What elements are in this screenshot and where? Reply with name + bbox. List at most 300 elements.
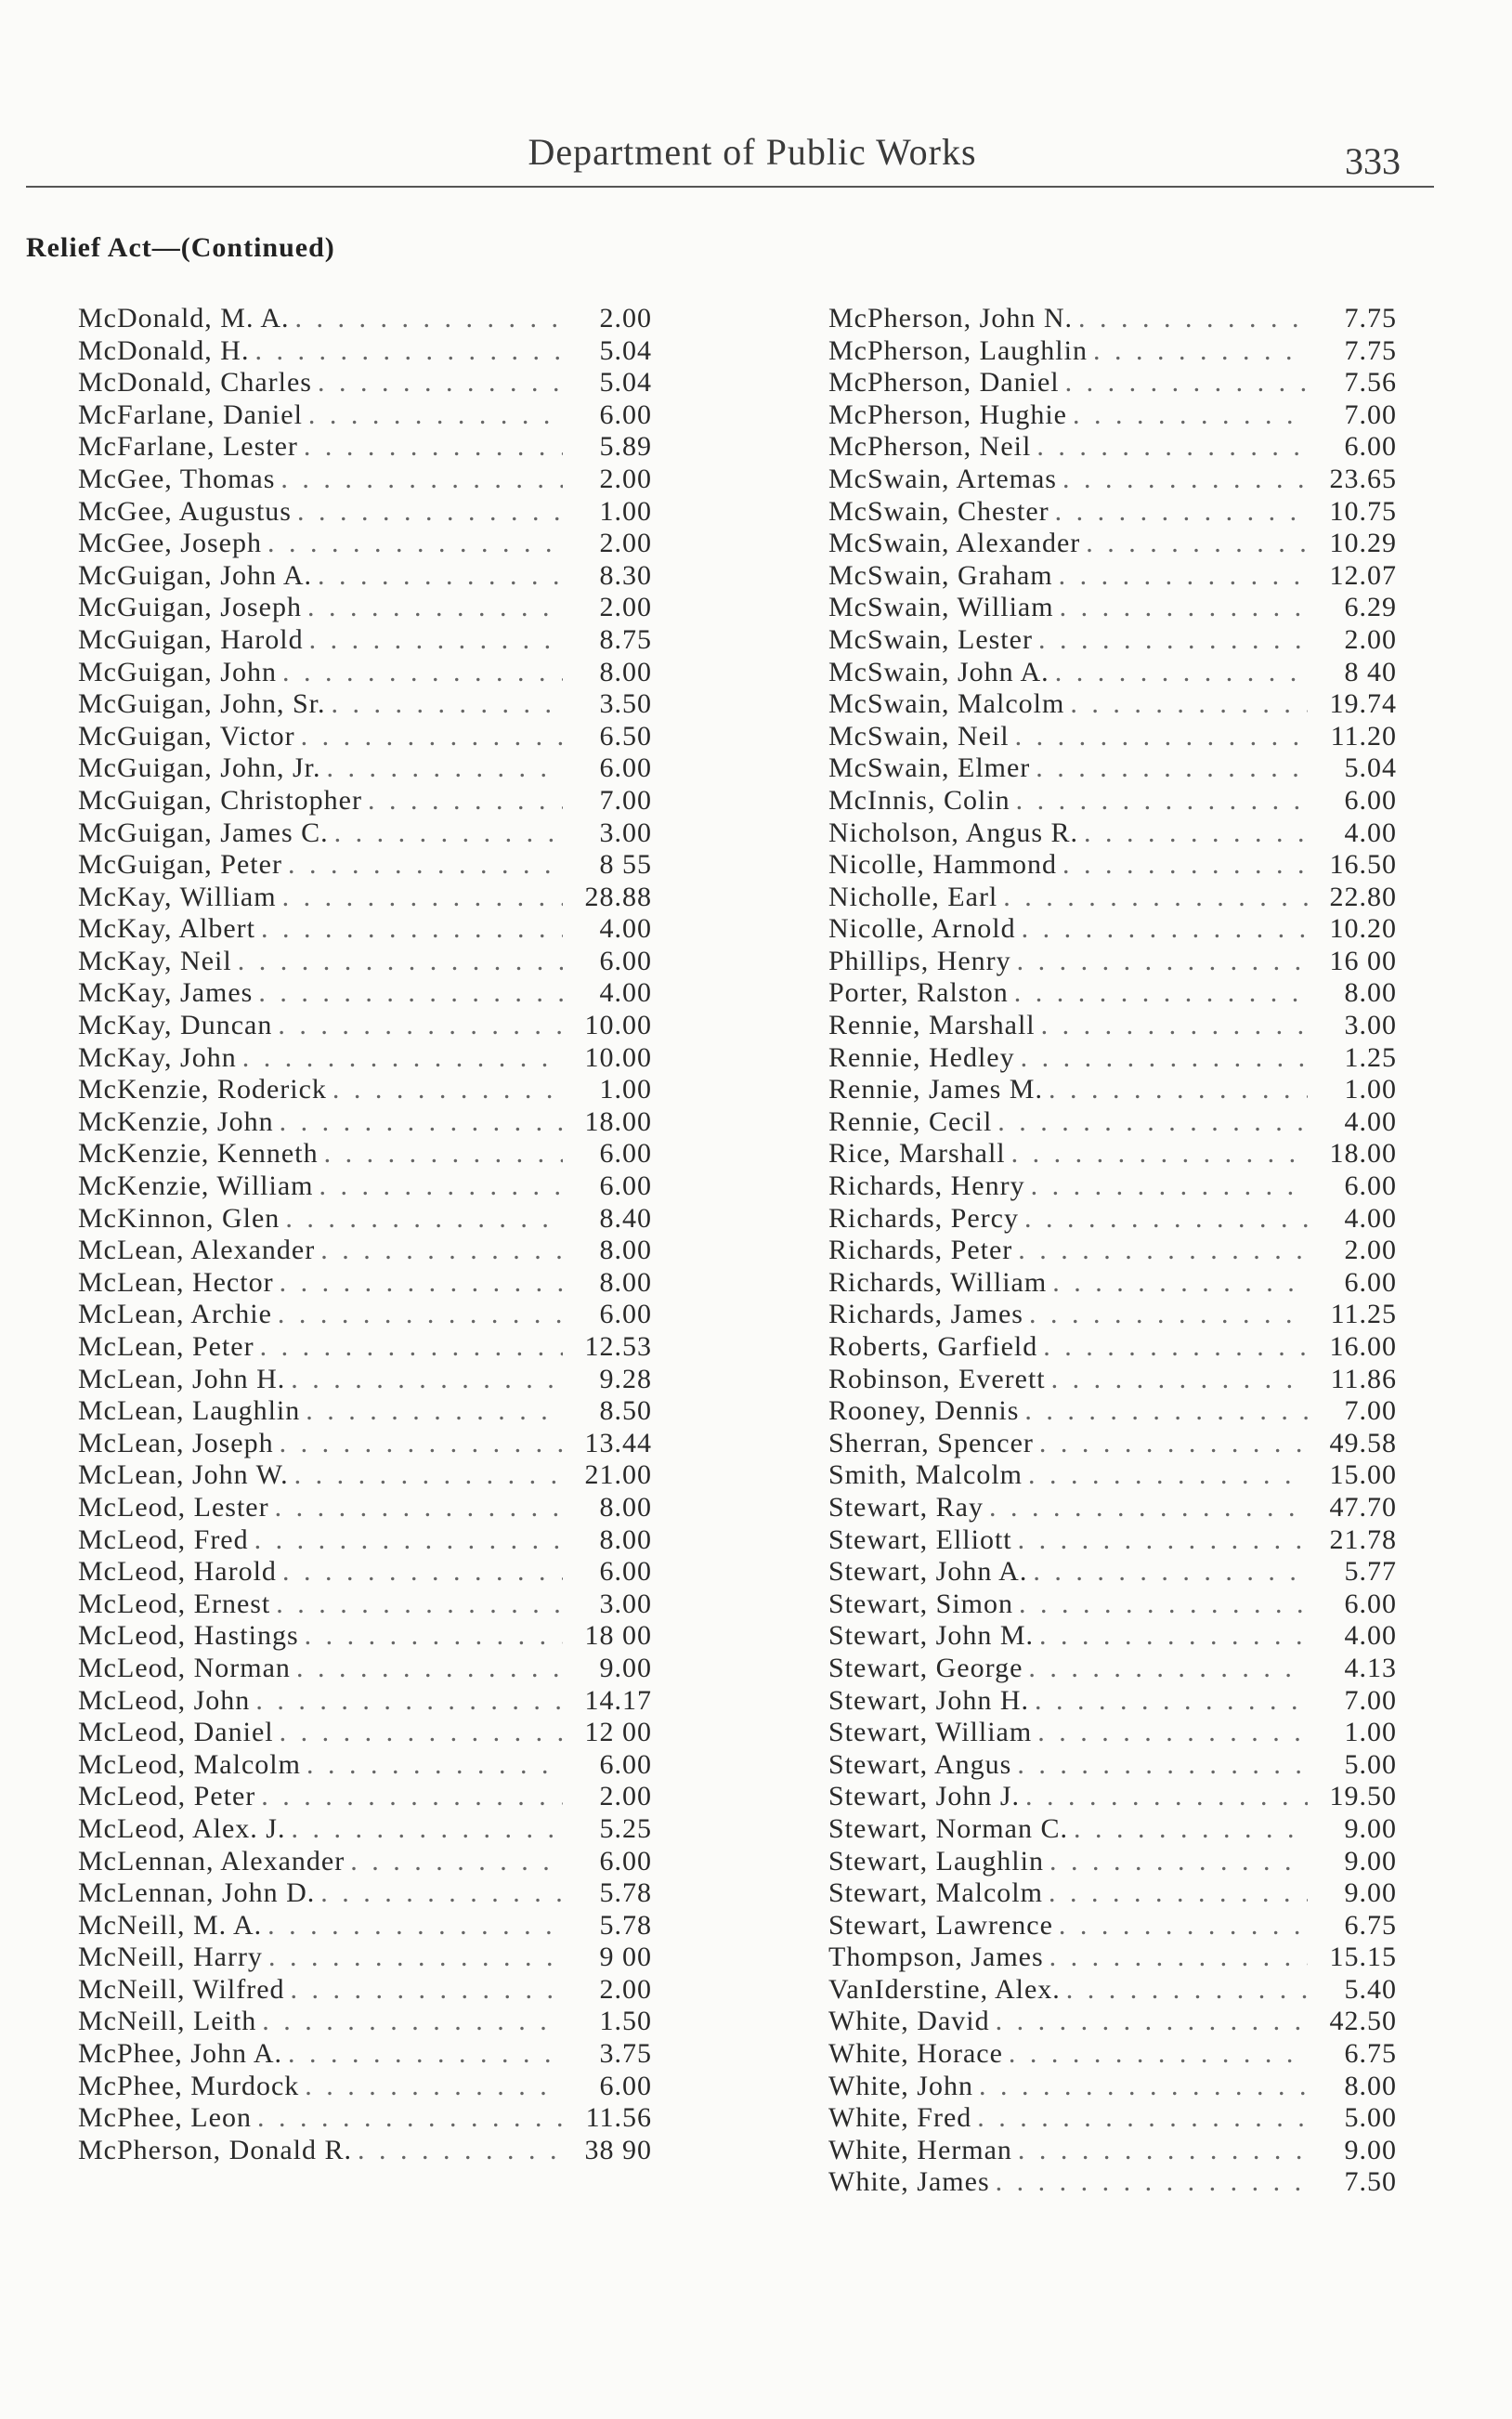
payee-name: McNeill, M. A. bbox=[78, 1909, 263, 1941]
dot-leader bbox=[1012, 1524, 1308, 1557]
list-item bbox=[828, 1813, 1397, 1846]
list-item bbox=[828, 1749, 1397, 1782]
dot-leader bbox=[301, 1749, 563, 1782]
list-item bbox=[828, 1717, 1397, 1749]
payment-amount: 12.07 bbox=[1329, 559, 1397, 591]
payee-name: McSwain, Chester bbox=[828, 495, 1049, 527]
payee-name: McPhee, Leon bbox=[78, 2102, 252, 2134]
payee-name: McPherson, Laughlin bbox=[828, 334, 1088, 366]
payment-amount: 6.00 bbox=[599, 1299, 652, 1330]
payment-amount: 6.00 bbox=[599, 399, 652, 430]
payee-name: Thompson, James bbox=[828, 1942, 1044, 1973]
dot-leader bbox=[1046, 1364, 1308, 1396]
payee-name: Stewart, John A. bbox=[828, 1556, 1028, 1588]
payee-name: McPherson, Neil bbox=[828, 431, 1032, 463]
dot-leader bbox=[990, 2166, 1308, 2199]
list-item bbox=[78, 1717, 652, 1749]
dot-leader bbox=[277, 882, 563, 914]
dot-leader bbox=[1032, 1717, 1308, 1749]
dot-leader bbox=[1049, 657, 1308, 689]
list-item bbox=[78, 367, 652, 399]
dot-leader bbox=[1061, 1974, 1308, 2007]
payment-amount: 13.44 bbox=[584, 1427, 652, 1458]
dot-leader bbox=[1047, 1267, 1308, 1300]
payment-amount: 21.00 bbox=[584, 1459, 652, 1491]
list-item bbox=[828, 882, 1397, 914]
payment-amount: 6.00 bbox=[1344, 1170, 1397, 1202]
payment-amount: 16.00 bbox=[1329, 1331, 1397, 1362]
list-item bbox=[78, 1974, 652, 2007]
dot-leader bbox=[1053, 560, 1308, 593]
dot-leader bbox=[274, 1428, 563, 1460]
payment-amount: 11.86 bbox=[1330, 1363, 1397, 1394]
payment-amount: 2.00 bbox=[599, 463, 652, 494]
list-item bbox=[828, 1974, 1397, 2007]
list-item bbox=[828, 1781, 1397, 1813]
payee-name: Stewart, Malcolm bbox=[828, 1877, 1043, 1909]
list-item bbox=[78, 2071, 652, 2103]
payment-amount: 5.04 bbox=[599, 367, 652, 399]
payment-amount: 4.00 bbox=[1344, 817, 1397, 848]
list-item bbox=[828, 1942, 1397, 1974]
payment-amount: 6.00 bbox=[1344, 1588, 1397, 1619]
list-item bbox=[828, 1267, 1397, 1300]
list-item bbox=[78, 1846, 652, 1878]
payee-name: White, Fred bbox=[828, 2102, 972, 2134]
dot-leader bbox=[1010, 785, 1308, 817]
list-item bbox=[78, 464, 652, 496]
payee-name: Rice, Marshall bbox=[828, 1138, 1006, 1170]
list-item bbox=[828, 688, 1397, 721]
payment-amount: 1.00 bbox=[599, 495, 652, 527]
dot-leader bbox=[1080, 528, 1308, 560]
payment-amount: 16.50 bbox=[1329, 849, 1397, 881]
payment-amount: 3.75 bbox=[599, 2038, 652, 2070]
list-item bbox=[78, 399, 652, 432]
list-item bbox=[78, 1010, 652, 1042]
payee-name: McLean, Joseph bbox=[78, 1427, 274, 1458]
dot-leader bbox=[1011, 1749, 1308, 1782]
payment-amount: 8.00 bbox=[1344, 2070, 1397, 2101]
dot-leader bbox=[263, 1942, 563, 1974]
payment-amount: 3.00 bbox=[599, 1588, 652, 1619]
list-item bbox=[828, 592, 1397, 624]
list-item bbox=[78, 1074, 652, 1106]
payee-name: McLeod, Malcolm bbox=[78, 1748, 301, 1780]
dot-leader bbox=[997, 882, 1308, 914]
dot-leader bbox=[292, 496, 563, 529]
list-item bbox=[828, 913, 1397, 946]
payment-amount: 6.75 bbox=[1344, 1909, 1397, 1941]
payment-amount: 7.75 bbox=[1344, 303, 1397, 333]
list-item bbox=[828, 1910, 1397, 1942]
payee-name: McGee, Augustus bbox=[78, 495, 292, 527]
payee-name: Stewart, Ray bbox=[828, 1491, 984, 1523]
list-item bbox=[828, 431, 1397, 464]
dot-leader bbox=[277, 657, 563, 689]
payment-amount: 42.50 bbox=[1329, 2006, 1397, 2037]
payee-name: McInnis, Colin bbox=[828, 784, 1010, 816]
list-item bbox=[78, 1524, 652, 1557]
payee-name: McPherson, Daniel bbox=[828, 367, 1060, 399]
payment-amount: 5.77 bbox=[1344, 1556, 1397, 1588]
payment-amount: 10.20 bbox=[1329, 913, 1397, 945]
dot-leader bbox=[1034, 1620, 1308, 1653]
list-item bbox=[78, 528, 652, 560]
payee-name: Roberts, Garfield bbox=[828, 1331, 1038, 1362]
payment-amount: 8.00 bbox=[599, 1235, 652, 1266]
payee-name: McKinnon, Glen bbox=[78, 1202, 280, 1234]
payee-name: McLean, John H. bbox=[78, 1363, 286, 1394]
list-item bbox=[78, 1299, 652, 1331]
dot-leader bbox=[1023, 1299, 1308, 1331]
dot-leader bbox=[299, 1620, 563, 1653]
dot-leader bbox=[256, 2006, 563, 2038]
list-item bbox=[828, 977, 1397, 1010]
payee-name: McGuigan, Victor bbox=[78, 720, 295, 752]
list-item bbox=[828, 2006, 1397, 2038]
dot-leader bbox=[299, 2071, 563, 2103]
dot-leader bbox=[1067, 399, 1308, 432]
payment-amount: 5.78 bbox=[599, 1909, 652, 1941]
payee-name: Rennie, Hedley bbox=[828, 1041, 1015, 1073]
dot-leader bbox=[1019, 1395, 1308, 1428]
dot-leader bbox=[327, 1074, 563, 1106]
list-item bbox=[828, 785, 1397, 817]
dot-leader bbox=[321, 752, 564, 785]
payee-name: McSwain, Elmer bbox=[828, 752, 1031, 784]
list-item bbox=[78, 1428, 652, 1460]
list-item bbox=[828, 1524, 1397, 1557]
payee-name: Nicholson, Angus R. bbox=[828, 817, 1079, 848]
payee-name: McKay, James bbox=[78, 977, 254, 1009]
list-item bbox=[78, 1459, 652, 1492]
list-item bbox=[828, 1331, 1397, 1364]
payment-amount: 1.00 bbox=[599, 1074, 652, 1105]
dot-leader bbox=[1033, 624, 1308, 657]
payee-name: McKay, William bbox=[78, 881, 277, 912]
dot-leader bbox=[272, 1010, 563, 1042]
payee-name: McPherson, Donald R. bbox=[78, 2134, 352, 2165]
dot-leader bbox=[1031, 431, 1308, 464]
payment-amount: 21.78 bbox=[1329, 1523, 1397, 1555]
payee-name: McLeod, Hastings bbox=[78, 1620, 299, 1652]
dot-leader bbox=[973, 2071, 1308, 2103]
payee-name: McFarlane, Lester bbox=[78, 431, 298, 463]
payment-amount: 2.00 bbox=[1344, 1235, 1397, 1266]
payee-name: Stewart, Lawrence bbox=[828, 1909, 1053, 1941]
payment-amount: 7.00 bbox=[1344, 1395, 1397, 1427]
dot-leader bbox=[1010, 721, 1308, 753]
payee-name: McLean, Peter bbox=[78, 1331, 254, 1362]
list-item bbox=[828, 335, 1397, 368]
payment-amount: 10.00 bbox=[584, 1041, 652, 1073]
payee-name: McGuigan, Peter bbox=[78, 849, 282, 881]
dot-leader bbox=[1057, 464, 1308, 496]
payee-name: McPhee, Murdock bbox=[78, 2070, 300, 2101]
dot-leader bbox=[1016, 913, 1308, 946]
dot-leader bbox=[1012, 2135, 1308, 2167]
payee-name: Stewart, John H. bbox=[828, 1684, 1029, 1716]
list-item bbox=[828, 1106, 1397, 1139]
payee-name: McLeod, Norman bbox=[78, 1652, 291, 1683]
list-item bbox=[828, 1074, 1397, 1106]
list-item bbox=[828, 2135, 1397, 2167]
payee-name: McKenzie, William bbox=[78, 1170, 314, 1202]
payment-amount: 2.00 bbox=[1344, 623, 1397, 655]
payment-amount: 4.00 bbox=[1344, 1105, 1397, 1137]
list-item bbox=[78, 1106, 652, 1139]
list-item bbox=[828, 849, 1397, 882]
dot-leader bbox=[262, 1910, 563, 1942]
list-item bbox=[828, 1492, 1397, 1524]
dot-leader bbox=[1057, 849, 1308, 882]
list-item bbox=[78, 2135, 652, 2167]
dot-leader bbox=[303, 399, 563, 432]
list-item bbox=[78, 1813, 652, 1846]
payment-amount: 7.00 bbox=[599, 784, 652, 816]
list-item bbox=[78, 1331, 652, 1364]
payee-name: Stewart, George bbox=[828, 1652, 1023, 1683]
dot-leader bbox=[285, 1974, 563, 2007]
payment-amount: 2.00 bbox=[599, 303, 652, 333]
payee-name: McLeod, Fred bbox=[78, 1523, 249, 1555]
payee-name: White, David bbox=[828, 2006, 990, 2037]
payment-amount: 22.80 bbox=[1329, 881, 1397, 912]
dot-leader bbox=[315, 1877, 563, 1910]
payee-name: McGuigan, John, Jr. bbox=[78, 752, 321, 784]
payment-amount: 8.75 bbox=[599, 623, 652, 655]
payment-amount: 9.00 bbox=[1344, 1877, 1397, 1909]
list-item bbox=[78, 882, 652, 914]
payee-name: McKay, Duncan bbox=[78, 1010, 273, 1041]
list-item bbox=[828, 1620, 1397, 1653]
payment-amount: 5.78 bbox=[599, 1877, 652, 1909]
payment-amount: 6.29 bbox=[1344, 592, 1397, 623]
payment-amount: 2.00 bbox=[599, 1781, 652, 1812]
dot-leader bbox=[1025, 1170, 1308, 1203]
payment-amount: 7.75 bbox=[1344, 334, 1397, 366]
list-item bbox=[78, 752, 652, 785]
dot-leader bbox=[295, 721, 563, 753]
payment-amount: 3.50 bbox=[599, 688, 652, 720]
list-item bbox=[78, 496, 652, 529]
dot-leader bbox=[249, 335, 563, 368]
list-item bbox=[78, 335, 652, 368]
dot-leader bbox=[269, 1492, 563, 1524]
payee-name: McLean, Laughlin bbox=[78, 1395, 301, 1427]
dot-leader bbox=[1054, 592, 1308, 624]
dot-leader bbox=[270, 1589, 563, 1621]
dot-leader bbox=[280, 1203, 563, 1236]
list-item bbox=[828, 2102, 1397, 2135]
payment-amount: 10.29 bbox=[1329, 528, 1397, 559]
payee-name: McKay, Albert bbox=[78, 913, 256, 945]
dot-leader bbox=[250, 1685, 563, 1718]
payment-amount: 6.00 bbox=[599, 1170, 652, 1202]
list-item bbox=[828, 2071, 1397, 2103]
payment-amount: 9.00 bbox=[1344, 1845, 1397, 1876]
dot-leader bbox=[362, 785, 563, 817]
payee-name: White, John bbox=[828, 2070, 973, 2101]
dot-leader bbox=[1030, 752, 1308, 785]
payee-name: McGuigan, John bbox=[78, 656, 277, 687]
payee-name: McNeill, Wilfred bbox=[78, 1973, 285, 2005]
payment-amount: 6.00 bbox=[599, 2070, 652, 2101]
payment-amount: 9.28 bbox=[599, 1363, 652, 1394]
payee-name: McSwain, Artemas bbox=[828, 463, 1057, 494]
payment-amount: 2.00 bbox=[599, 528, 652, 559]
payment-amount: 16 00 bbox=[1329, 945, 1397, 976]
list-item bbox=[828, 1170, 1397, 1203]
list-item bbox=[78, 913, 652, 946]
list-item bbox=[828, 624, 1397, 657]
payee-name: Richards, Percy bbox=[828, 1202, 1019, 1234]
dot-leader bbox=[274, 1106, 563, 1139]
dot-leader bbox=[1029, 1685, 1308, 1718]
payment-amount: 15.15 bbox=[1329, 1942, 1397, 1973]
list-item bbox=[78, 1235, 652, 1267]
list-item bbox=[828, 1846, 1397, 1878]
list-item bbox=[78, 1653, 652, 1685]
list-item bbox=[78, 1781, 652, 1813]
dot-leader bbox=[285, 1364, 563, 1396]
dot-leader bbox=[255, 913, 563, 946]
list-item bbox=[78, 2102, 652, 2135]
list-item bbox=[828, 560, 1397, 593]
list-item bbox=[828, 2038, 1397, 2071]
dot-leader bbox=[282, 2038, 563, 2071]
payee-name: Rennie, James M. bbox=[828, 1074, 1043, 1105]
list-item bbox=[828, 1364, 1397, 1396]
dot-leader bbox=[1019, 1203, 1308, 1236]
dot-leader bbox=[1013, 1589, 1308, 1621]
payment-amount: 9.00 bbox=[1344, 2134, 1397, 2165]
payment-amount: 8.00 bbox=[599, 1523, 652, 1555]
dot-leader bbox=[1023, 1653, 1308, 1685]
list-item bbox=[78, 1138, 652, 1170]
dot-leader bbox=[312, 367, 563, 399]
payment-amount: 8.50 bbox=[599, 1395, 652, 1427]
dot-leader bbox=[352, 2135, 563, 2167]
dot-leader bbox=[272, 1299, 563, 1331]
payee-name: White, Herman bbox=[828, 2134, 1012, 2165]
payment-amount: 2.00 bbox=[599, 1973, 652, 2005]
list-item bbox=[828, 1877, 1397, 1910]
payee-name: McGuigan, Harold bbox=[78, 623, 304, 655]
payment-amount: 49.58 bbox=[1329, 1427, 1397, 1458]
payment-amount: 5.40 bbox=[1344, 1973, 1397, 2005]
dot-leader bbox=[291, 1653, 563, 1685]
header-divider bbox=[26, 186, 1434, 188]
payment-amount: 6.00 bbox=[599, 1748, 652, 1780]
list-item bbox=[78, 431, 652, 464]
list-item bbox=[78, 560, 652, 593]
payment-amount: 10.75 bbox=[1329, 495, 1397, 527]
dot-leader bbox=[1078, 817, 1308, 850]
list-item bbox=[78, 303, 652, 335]
payment-amount: 5.00 bbox=[1344, 1748, 1397, 1780]
payment-amount: 6.50 bbox=[599, 720, 652, 752]
payment-amount: 4.00 bbox=[1344, 1620, 1397, 1652]
payment-amount: 6.00 bbox=[1344, 784, 1397, 816]
payment-amount: 5.89 bbox=[599, 431, 652, 463]
payee-name: McNeill, Harry bbox=[78, 1942, 263, 1973]
payment-amount: 1.50 bbox=[599, 2006, 652, 2037]
payee-name: Richards, William bbox=[828, 1266, 1048, 1298]
payee-name: Rooney, Dennis bbox=[828, 1395, 1020, 1427]
payee-name: McGuigan, Christopher bbox=[78, 784, 362, 816]
payee-name: White, Horace bbox=[828, 2038, 1003, 2070]
payee-name: Nicolle, Hammond bbox=[828, 849, 1057, 881]
list-item bbox=[828, 1459, 1397, 1492]
dot-leader bbox=[1043, 1877, 1308, 1910]
payment-amount: 3.00 bbox=[1344, 1010, 1397, 1041]
list-item bbox=[78, 1042, 652, 1075]
payment-amount: 5.04 bbox=[1344, 752, 1397, 784]
dot-leader bbox=[282, 849, 563, 882]
dot-leader bbox=[1043, 1074, 1308, 1106]
dot-leader bbox=[304, 624, 563, 657]
payee-name: McLeod, John bbox=[78, 1684, 251, 1716]
payee-name: Nicolle, Arnold bbox=[828, 913, 1016, 945]
payment-amount: 8.00 bbox=[599, 1266, 652, 1298]
payment-amount: 8.40 bbox=[599, 1202, 652, 1234]
dot-leader bbox=[1068, 1813, 1308, 1846]
payee-name: Stewart, John M. bbox=[828, 1620, 1034, 1652]
list-item bbox=[828, 1395, 1397, 1428]
list-item bbox=[78, 1877, 652, 1910]
payment-amount: 38 90 bbox=[584, 2134, 652, 2165]
payee-name: McSwain, Neil bbox=[828, 720, 1010, 752]
payee-name: McSwain, Malcolm bbox=[828, 688, 1065, 720]
dot-leader bbox=[1073, 303, 1308, 335]
list-item bbox=[828, 1010, 1397, 1042]
payment-amount: 6.75 bbox=[1344, 2038, 1397, 2070]
payee-name: Stewart, Laughlin bbox=[828, 1845, 1044, 1876]
list-item bbox=[828, 496, 1397, 529]
page-number: 333 bbox=[1345, 140, 1401, 182]
payment-amount: 23.65 bbox=[1329, 463, 1397, 494]
dot-leader bbox=[232, 946, 563, 978]
list-item bbox=[828, 1203, 1397, 1236]
payee-name: McDonald, M. A. bbox=[78, 303, 290, 333]
dot-leader bbox=[1036, 1010, 1308, 1042]
list-item bbox=[828, 464, 1397, 496]
dot-leader bbox=[1049, 496, 1308, 529]
payee-name: McDonald, Charles bbox=[78, 367, 312, 399]
list-item bbox=[828, 721, 1397, 753]
dot-leader bbox=[1023, 1459, 1308, 1492]
dot-leader bbox=[298, 431, 563, 464]
list-item bbox=[78, 1685, 652, 1718]
list-item bbox=[78, 721, 652, 753]
dot-leader bbox=[290, 303, 564, 335]
payee-name: Stewart, Angus bbox=[828, 1748, 1012, 1780]
list-item bbox=[828, 1299, 1397, 1331]
payee-name: Robinson, Everett bbox=[828, 1363, 1046, 1394]
list-item bbox=[78, 1749, 652, 1782]
payment-amount: 7.00 bbox=[1344, 1684, 1397, 1716]
list-item bbox=[828, 528, 1397, 560]
list-item bbox=[78, 1203, 652, 1236]
payee-name: Stewart, John J. bbox=[828, 1781, 1020, 1812]
payment-amount: 18 00 bbox=[584, 1620, 652, 1652]
dot-leader bbox=[252, 2102, 563, 2135]
payee-name: McGee, Joseph bbox=[78, 528, 262, 559]
dot-leader bbox=[277, 1556, 563, 1589]
payment-amount: 5.25 bbox=[599, 1812, 652, 1844]
